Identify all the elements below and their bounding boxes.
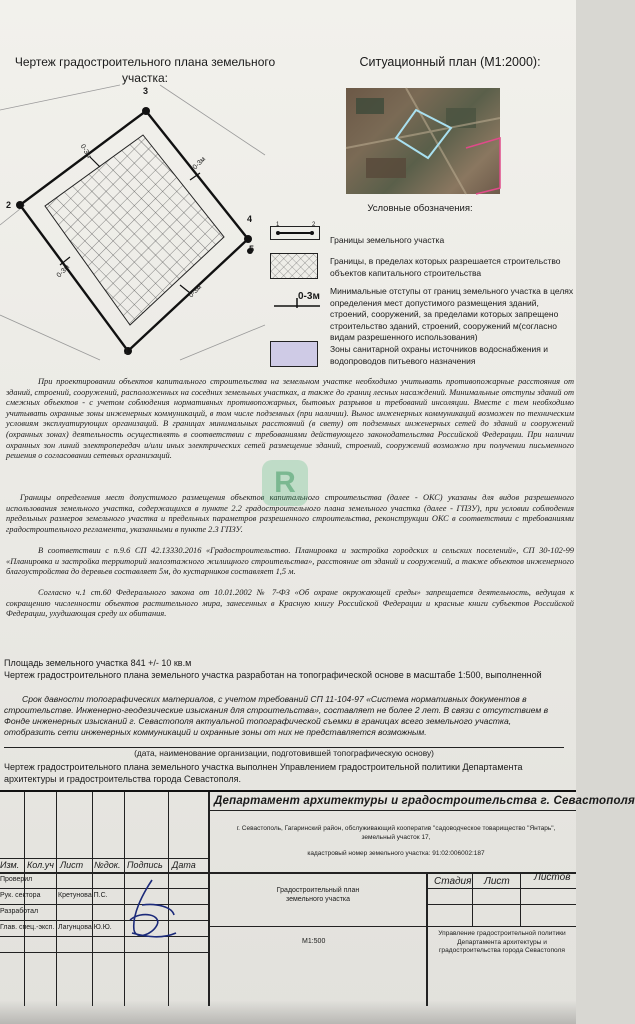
point-label-5: 5: [249, 244, 255, 254]
stamp-role: Рук. сектора: [0, 892, 41, 899]
body-paragraph-1: При проектировании объектов капитального строительства на земельном участке необходимо учитывать противопожарные расстояния от зданий, строений, сооружений, расположенных на соседних земельных участках, а также до границ лесных насаждений. Минимальные отступы зданий от смежных объектов - с учетом соблюдения нормативных противопожарных, бытовых разрывов и требований инсоляции. Вместе с тем необходимо учитывать охранные зоны инженерных коммуникаций, в том числе подземных (при наличии). Вынос инженерных коммуникаций возможен по техническим условиям эксплуатирующих организаций. В границах минимальных расстояний (в свету) от подземных инженерных сетей до зданий и сооружений (охранных зонах) деятельность осуществлять в соответствии с требованиями действующего законодательства Российской Федерации. При наличии охранных зон линий электропередач и/или иных электрических сетей размещение зданий, строений, сооружений возможно при получении письменного решения о согласовании сетевых организаций.: [6, 377, 574, 461]
setback-label: 0-3м: [191, 155, 208, 172]
legend-title: Условные обозначения:: [367, 203, 473, 214]
stamp-scale: М1:500: [302, 938, 326, 945]
legend-sanitary-swatch: [270, 341, 318, 367]
stamp-doc-title: Градостроительный план земельного участка: [276, 887, 360, 903]
legend-mark-2: 2: [312, 222, 316, 228]
legend-sanitary-label: Зоны санитарной охраны источников водоснабжения и водопроводов питьевого назначения: [330, 344, 549, 366]
point-label-3: 3: [143, 86, 149, 96]
legend-boundary-label: Границы земельного участка: [330, 235, 445, 245]
stamp-name: Кретунова П.С.: [58, 892, 108, 899]
topo-org-caption: (дата, наименование организации, подготовившей топографическую основу): [134, 748, 434, 758]
handwritten-signature: [112, 875, 182, 945]
watermark-logo: R: [262, 460, 308, 506]
stamp-role: Глав. спец.-эксп.: [0, 924, 55, 931]
setback-label: 0-3м: [187, 283, 204, 300]
legend-setback-label: Минимальные отступы от границ земельного участка в целях определения мест допустимого размещения зданий, строений, сооружений, за пределами которых запрещено строительство зданий, строений, сооружений м(согласно видам разрешенного использования): [330, 286, 574, 342]
point-label-1: 1: [124, 346, 130, 356]
legend-boundary-swatch: [270, 226, 320, 240]
stamp-header-izm: Изм.: [0, 860, 20, 870]
point-label-4: 4: [247, 214, 253, 224]
stamp-header-data: Дата: [172, 860, 196, 870]
body-paragraph-2: Границы определения мест допустимого размещения объектов капитального строительства (далее - ОКС) указаны для видов разрешенного использования земельного участка, содержащихся в пункте 2.2 градостроительного плана земельного участка (далее - ГПЗУ), при условии соблюдения предельных размеров земельного участка и предельных параметров разрешенного строительства, реконструкции ОКС в соответствии с требованиями градостроительного регламента, указанными в пункте 2.3 ГПЗУ.: [6, 493, 574, 534]
stamp-department: Департамент архитектуры и градостроительства г. Севастополя: [214, 795, 635, 807]
body-paragraph-3: В соответствии с п.9.6 СП 42.13330.2016 «Градостроительство. Планировка и застройка городских и сельских поселений», СП 30-102-99 «Планировка и застройка территорий малоэтажного жилищного строительства», расстояние от зданий и сооружений, а также объектов инженерного благоустройства до деревьев составляет 5м, до кустарников составляет 1,5 м.: [6, 546, 574, 577]
legend-buildable-swatch: [270, 253, 318, 279]
stamp-name: Лагунцова Ю.Ю.: [58, 924, 112, 931]
situation-plan-title: Ситуационный план (М1:2000):: [359, 55, 541, 69]
stamp-cadastral: кадастровый номер земельного участка: 91:02:006002:187: [307, 850, 485, 857]
legend-setback-mark: 0-3м: [298, 291, 320, 302]
plot-area: Площадь земельного участка 841 +/- 10 кв.м: [4, 658, 192, 668]
legend-buildable-label: Границы, в пределах которых разрешается строительство объектов капитального строительства: [330, 256, 561, 278]
stamp-sheet-header: Лист: [484, 876, 510, 887]
stamp-stage-header: Стадия: [434, 876, 472, 887]
stamp-header-koluch: Кол.уч: [27, 860, 54, 870]
stamp-header-ndok: №док.: [94, 860, 121, 870]
stamp-header-podpis: Подпись: [127, 860, 163, 870]
stamp-address: г. Севастополь, Гагаринский район, обслуживающий кооператив "садоводческое товарищество "Янтарь", земельный участок 17,: [236, 825, 556, 841]
point-label-2: 2: [6, 200, 12, 210]
body-paragraph-4: Согласно ч.1 ст.60 Федерального закона от 10.01.2002 № 7-ФЗ «Об охране окружающей среды» запрещается деятельность, ведущая к сокращению численности объектов растительного мира, занесенных в Красную книгу Российской Федерации и красные книги субъектов Российской Федерации, ухудшающая среду их обитания.: [6, 588, 574, 619]
setback-label: 0-3м: [55, 263, 72, 280]
drawing-title: Чертеж градостроительного плана земельного участка:: [14, 55, 276, 85]
stamp-role: Разработал: [0, 908, 39, 915]
page-shadow: [0, 1000, 576, 1024]
made-by: Чертеж градостроительного плана земельного участка выполнен Управлением градостроительной политики Департамента архитектуры и градостроительства города Севастополя.: [4, 762, 523, 784]
topo-basis: Чертеж градостроительного плана земельного участка разработан на топографической основе в масштабе 1:500, выполненной: [4, 670, 542, 680]
land-plot-drawing: [0, 85, 265, 360]
stamp-header-list: Лист: [60, 860, 84, 870]
stamp-sheets-header: Листов: [534, 872, 571, 883]
situation-plan-image: [346, 88, 500, 194]
setback-label: 0-3м: [78, 143, 93, 160]
stamp-role: Проверил: [0, 876, 33, 883]
topo-validity: Срок давности топографических материалов, с учетом требований СП 11-104-97 «Система нормативных документов в строительстве. Инженерно-геодезические изыскания для строительства», составляет не более 2 лет. В связи с отсутствием в Фонде инженерных изысканий г. Севастополя актуальной топографической съемки в границах всего земельного участка, отобразить сети инженерных коммуникаций и охранные зоны от них не представляется возможным.: [4, 694, 549, 737]
stamp-org: Управление градостроительной политики Департамента архитектуры и градостроительства города Севастополя: [438, 930, 566, 954]
legend-mark-1: 1: [276, 222, 280, 228]
